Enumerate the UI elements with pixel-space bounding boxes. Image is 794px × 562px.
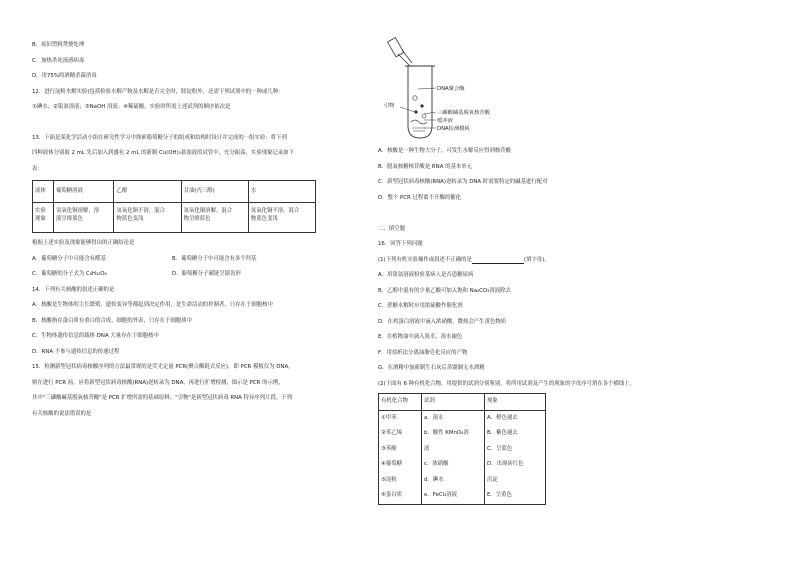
q15-stem-2: 则在进行 PCR 前，应将新型冠状病毒核酸(RNA)逆转录为 DNA，再进行扩增检测，图示是 PCR 的示例， [32, 380, 284, 386]
q16-1-stem: (1)下列有机实验操作或叙述不正确的是 (填字母)。 [378, 257, 550, 263]
label-primer: 引物 [384, 103, 395, 109]
q15-stem-3: 其中"三磷酸碱基脱氧核苷酸"是 PCR 扩增所需的基础原料；"引物"是新型冠状病毒 RNA 特异序列片段。下列 [32, 395, 293, 401]
q14-option-b: B．核酸指存蛋白质有重白的合成、细胞的外表，只存在于细胞质中 [32, 318, 193, 324]
q16-2-stem: (2)下面有 6 种有机化合物，用提供的试剂分别鉴别，将所用试剂及产生的现象的字母序号填在各个横线上。 [378, 381, 636, 387]
answer-blank[interactable] [472, 258, 524, 264]
test-tube-icon [405, 66, 435, 138]
label-dntp: 三磷酸碱基脱氧核苷酸 [437, 110, 490, 116]
q13-stem-2: 四种液体分别取 2 mL 先后加入到盛有 2 mL 的新制 Cu(OH)₂悬浊液的试管中，充分振荡，实验现象记录如下 [32, 150, 295, 156]
q13-option-c: C．葡萄糖的分子式为 C₆H₁₂O₆ [32, 271, 107, 277]
q13-option-b: B．葡萄糖分子中可能含有多个羟基 [172, 256, 257, 262]
q15-option-a: A．核酸是一种生物大分子，可发生水解反应得到核苷酸 [378, 148, 512, 154]
q13-table [32, 180, 316, 233]
section-title: 二、填空题 [378, 226, 405, 232]
table-row: ①甲苯 ②苯乙烯 ③苯酚 ④葡萄糖 ⑤淀粉 ⑥蛋白质 a．溴水 b．酸性 KMnO₄溶 液 c．浓硝酸 d．碘水 e．FeCl₃溶液 A．橙色褪去 B．紫色褪去 C．呈蓝色 D．出现砖红色 沉淀 E．呈黄色 [379, 410, 546, 504]
q16-option-d: D．在鸡蛋白溶液中滴入浓硝酸，微热会产生黄色物质 [378, 319, 507, 325]
q13-option-d: D．葡萄糖分子碳链呈锯齿形 [172, 271, 241, 277]
q16-option-f: F．用盐析法分离油脂皂化反应的产物 [378, 350, 468, 356]
label-dna-polymerase: DNA聚合酶 [437, 86, 465, 92]
q13-option-a: A．葡萄糖分子中可能含有醛基 [32, 256, 106, 262]
label-dna-template: DNA检测模板 [437, 126, 470, 132]
table-row: 有机化合物 试剂 现象 [379, 394, 546, 411]
q12-stem: 12．进行淀粉水解实验(包括检验水解产物及水解是否完全时，除淀粉外，还需下列试剂中的一种或几种： [32, 89, 284, 95]
table-row: 液体 葡萄糖溶液 乙醇 甘油(丙三醇) 水 [33, 181, 316, 203]
q16-option-a: A．用银氨溶液检验某病人是否患糖尿病 [378, 272, 474, 278]
q14-option-c: C．生物体遗传信息的载体 DNA 大量存在于细胞核中 [32, 333, 159, 339]
pcr-figure [378, 36, 518, 142]
q16-option-c: C．蔗糖水解时应用浓硫酸作催化剂 [378, 303, 463, 309]
q16-option-b: B．乙醇中混有的少量乙酸可加入饱和 Na₂CO₃溶液除去 [378, 288, 511, 294]
q16-option-g: G．在酒精中加新制生石灰后蒸馏制无水酒精 [378, 365, 485, 371]
q15-stem-4: 有关核酸的说法错误的是 [32, 411, 92, 417]
q14-stem: 14．下列有关核酸的叙述正确的是 [32, 287, 115, 293]
q11-option-c: C．加热杀死流感病毒 [32, 58, 85, 64]
q15-option-d: D．整个 PCR 过程离不开酶的催化 [378, 195, 462, 201]
q15-option-b: B．脱氧核糖核苷酸是 RNA 的基本单元 [378, 164, 473, 170]
q16-table [378, 393, 546, 505]
q12-stem-2: ①碘水；②银氨溶液；③NaOH 溶液；④稀硫酸，实验时所需上述试剂的顺序依次是 [32, 104, 231, 110]
q11-option-d: D．用75%的酒精杀菌消毒 [32, 73, 97, 79]
q16-option-e: E．在植物油中滴入溴水，溴水褪色 [378, 334, 463, 340]
q13-question: 根据上述实验及现象能够得出的正确结论是 [32, 240, 135, 246]
q13-stem-3: 表： [32, 166, 43, 172]
q16-stem: 16．回答下列问题 [378, 241, 423, 247]
q15-stem: 15．检测新型冠状病毒核酸序列的方法最常规的是荧光定量 PCR(聚合酶链式反应)。即 PCR 模板仅为 DNA， [32, 364, 294, 370]
pipette-icon [388, 38, 412, 66]
label-buffer: 缓冲液 [437, 118, 453, 124]
q11-option-b: B．废旧塑料焚烧处理 [32, 42, 85, 48]
q13-stem: 13．下面是某化学活动小组在研究性学习中探索葡萄糖分子的组成和结构时设计并完成的一组实验：将下列 [32, 135, 287, 141]
q14-option-a: A．核酸是生物体的主长繁殖、遗传变异等都起到决定作用，是生命活动的控制者，只存在于细胞核中 [32, 302, 273, 308]
table-row: 实验 现象 氢氧化铜溶解，溶 液呈绛蓝色 氢氧化铜不溶，混合 物蓝色变浅 氢氧化铜溶解，混合 物呈绛蓝色 氢氧化铜不溶，混合 物蓝色变浅 [33, 203, 316, 233]
q15-option-c: C．新型冠状病毒核酸(RNA)逆转录为 DNA 时需要特定的碱基进行配对 [378, 179, 548, 185]
q14-option-d: D．RNA 不参与遗传信息的传递过程 [32, 349, 120, 355]
